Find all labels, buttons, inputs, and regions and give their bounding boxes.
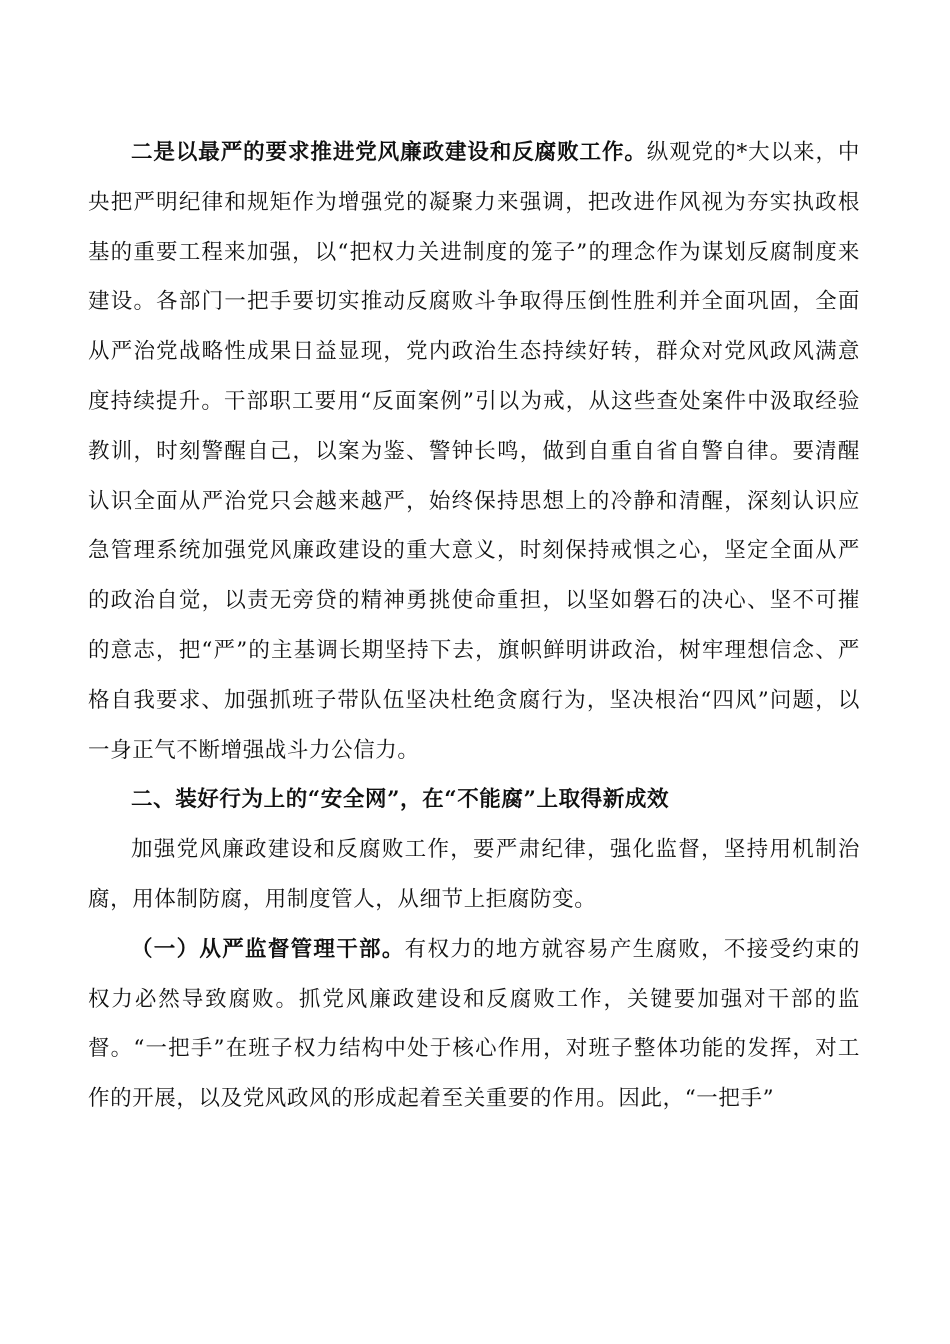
section-heading-2: 二、装好行为上的“安全网”，在“不能腐”上取得新成效 (131, 787, 670, 813)
document-page (88, 128, 860, 1124)
paragraph-1 (88, 128, 860, 775)
paragraph-1-lead: 二是以最严的要求推进党风廉政建设和反腐败工作。 (131, 140, 647, 165)
paragraph-3-lead: （一）从严监督管理干部。 (131, 936, 405, 962)
paragraph-3 (88, 925, 860, 1124)
paragraph-2: 加强党风廉政建设和反腐败工作，要严肃纪律，强化监督，坚持用机制治腐，用体制防腐，用制度管人，从细节上拒腐防变。 (88, 837, 860, 912)
paragraph-3-body: 有权力的地方就容易产生腐败，不接受约束的权力必然导致腐败。抓党风廉政建设和反腐败工作，关键要加强对干部的监督。“一把手”在班子权力结构中处于核心作用，对班子整体功能的发挥，对工作的开展，以及党风政风的形成起着至关重要的作用。因此，“一把手” (88, 936, 860, 1112)
paragraph-1-body: 纵观党的*大以来，中央把严明纪律和规矩作为增强党的凝聚力来强调，把改进作风视为夯实执政根基的重要工程来加强，以“把权力关进制度的笼子”的理念作为谋划反腐制度来建设。各部门一把手要切实推动反腐败斗争取得压倒性胜利并全面巩固，全面从严治党战略性成果日益显现，党内政治生态持续好转，群众对党风政风满意度持续提升。干部职工要用“反面案例”引以为戒，从这些查处案件中汲取经验教训，时刻警醒自己，以案为鉴、警钟长鸣，做到自重自省自警自律。要清醒认识全面从严治党只会越来越严，始终保持思想上的冷静和清醒，深刻认识应急管理系统加强党风廉政建设的重大意义，时刻保持戒惧之心，坚定全面从严的政治自觉，以责无旁贷的精神勇挑使命重担，以坚如磐石的决心、坚不可摧的意志，把“严”的主基调长期坚持下去，旗帜鲜明讲政治，树牢理想信念、严格自我要求、加强抓班子带队伍坚决杜绝贪腐行为，坚决根治“四风”问题，以一身正气不断增强战斗力公信力。 (88, 140, 860, 763)
